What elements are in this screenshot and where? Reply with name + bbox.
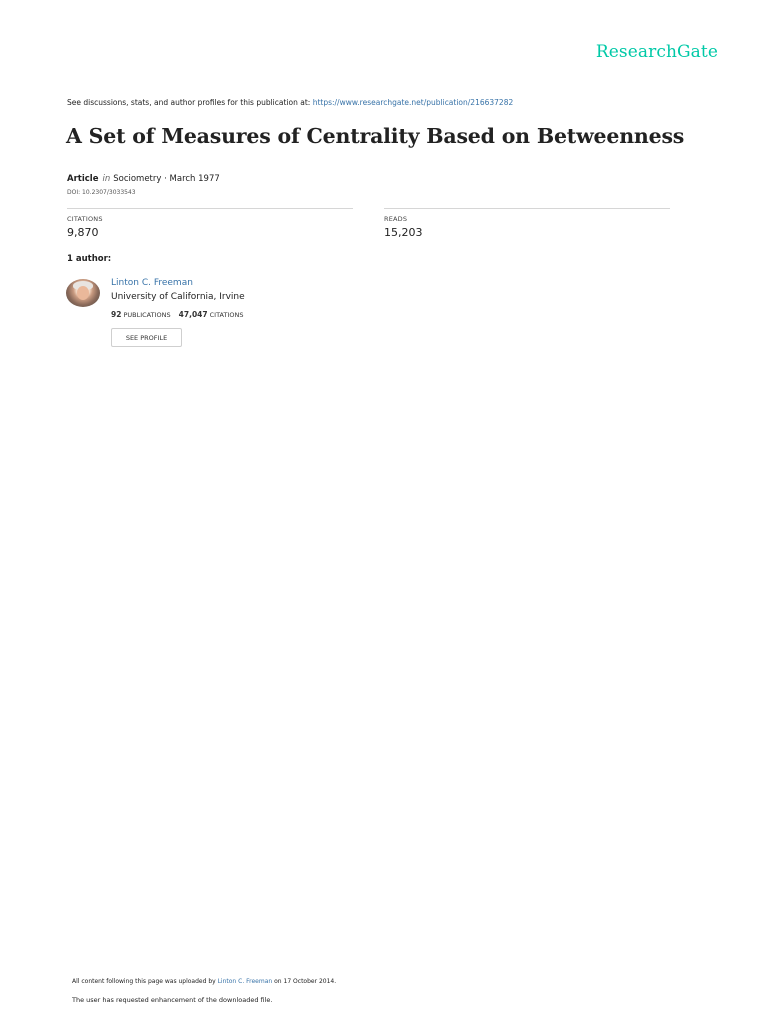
article-in-label: in — [102, 174, 111, 184]
author-publications-count: 92 — [111, 310, 122, 319]
citations-stat — [67, 215, 103, 239]
article-venue: Sociometry · March 1977 — [113, 174, 220, 184]
upload-note — [72, 978, 336, 985]
article-kind: Article — [67, 174, 99, 184]
reads-label: READS — [384, 215, 408, 223]
author-institution: University of California, Irvine — [111, 292, 245, 302]
citations-label: CITATIONS — [67, 215, 103, 223]
author-stats — [111, 310, 249, 319]
author-name-link[interactable]: Linton C. Freeman — [111, 278, 193, 288]
enhancement-note: The user has requested enhancement of the downloaded file. — [72, 996, 273, 1004]
upload-note-author-link[interactable]: Linton C. Freeman — [217, 978, 273, 985]
avatar-face — [77, 286, 89, 300]
citations-value: 9,870 — [67, 226, 99, 239]
paper-title: A Set of Measures of Centrality Based on Betweenness — [66, 124, 685, 148]
see-profile-button[interactable]: SEE PROFILE — [111, 328, 182, 347]
reads-stat — [384, 215, 423, 239]
publication-url-link[interactable]: https://www.researchgate.net/publication/216637282 — [312, 98, 514, 107]
intro-line — [67, 98, 513, 107]
divider-right — [384, 208, 670, 209]
author-avatar[interactable] — [66, 279, 100, 307]
article-doi: DOI: 10.2307/3033543 — [67, 189, 136, 196]
authors-label: 1 author: — [67, 254, 112, 264]
article-meta — [67, 174, 220, 184]
author-citations-count: 47,047 — [178, 310, 208, 319]
upload-note-prefix: All content following this page was uploaded by — [72, 978, 216, 985]
intro-text: See discussions, stats, and author profiles for this publication at: — [67, 98, 311, 107]
reads-value: 15,203 — [384, 226, 423, 239]
researchgate-logo[interactable]: ResearchGate — [595, 42, 718, 62]
divider-left — [67, 208, 353, 209]
author-citations-label: CITATIONS — [209, 311, 244, 319]
author-publications-label: PUBLICATIONS — [123, 311, 171, 319]
upload-note-suffix: on 17 October 2014. — [274, 978, 337, 985]
